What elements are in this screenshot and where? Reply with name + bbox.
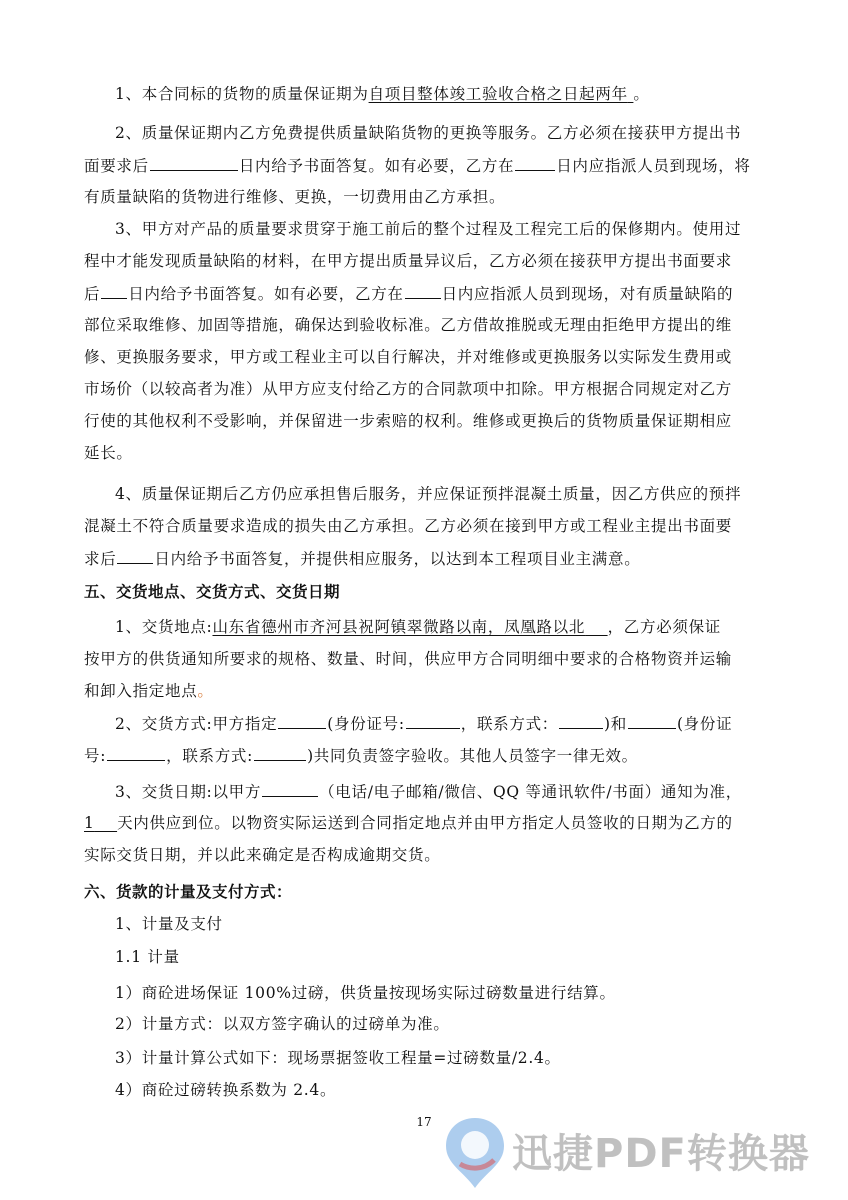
blank-field [628, 713, 676, 729]
measure-item-1: 1、计量及支付 [115, 915, 223, 933]
blank-field [254, 745, 306, 761]
delivery-days: 1 [84, 814, 95, 832]
delivery-method-line1: 2、交货方式:甲方指定 (身份证号: ，联系方式： )和 (身份证 [115, 715, 733, 733]
blank-field [117, 548, 153, 564]
clause-4-line2: 混凝土不符合质量要求造成的损失由乙方承担。乙方必须在接到甲方或工程业主提出书面要 [84, 517, 733, 535]
clause-3-line3: 后 日内给予书面答复。如有必要，乙方在 日内应指派人员到现场，对有质量缺陷的 [84, 285, 734, 303]
pdf-converter-logo-icon [440, 1112, 510, 1192]
clause-1: 1、本合同标的货物的质量保证期为自项目整体竣工验收合格之日起两年 。 [115, 85, 650, 103]
section-5-heading: 五、交货地点、交货方式、交货日期 [84, 583, 341, 601]
delivery-date-line1: 3、交货日期:以甲方 （电话/电子邮箱/微信、QQ 等通讯软件/书面）通知为准， [115, 783, 742, 801]
blank-field [515, 155, 555, 171]
clause-2-line3: 有质量缺陷的货物进行维修、更换，一切费用由乙方承担。 [84, 188, 506, 206]
measure-rule-2: 2）计量方式：以双方签字确认的过磅单为准。 [115, 1015, 450, 1033]
blank-field [278, 713, 326, 729]
delivery-method-line2: 号: ，联系方式: )共同负责签字验收。其他人员签字一律无效。 [84, 747, 638, 765]
warranty-period: 自项目整体竣工验收合格之日起两年 [368, 85, 628, 103]
clause-3-line8: 延长。 [84, 444, 133, 462]
clause-3-line6: 市场价（以较高者为准）从甲方应支付给乙方的合同款项中扣除。甲方根据合同规定对乙方 [84, 380, 733, 398]
blank-field [262, 781, 318, 797]
clause-3-line1: 3、甲方对产品的质量要求贯穿于施工前后的整个过程及工程完工后的保修期内。使用过 [115, 220, 742, 238]
clause-3-line2: 程中才能发现质量缺陷的材料，在甲方提出质量异议后，乙方必须在接获甲方提出书面要求 [84, 252, 733, 270]
blank-field [406, 713, 460, 729]
clause-3-line7: 行使的其他权利不受影响，并保留进一步索赔的权利。维修或更换后的货物质量保证期相应 [84, 412, 733, 430]
blank-field [101, 283, 127, 299]
clause-2-line2: 面要求后 日内给予书面答复。如有必要，乙方在 日内应指派人员到现场，将 [84, 157, 751, 175]
measure-rule-1: 1）商砼进场保证 100%过磅，供货量按现场实际过磅数量进行结算。 [115, 984, 616, 1002]
delivery-place-line1: 1、交货地点:山东省德州市齐河县祝阿镇翠微路以南，凤凰路以北 ，乙方必须保证 [115, 618, 722, 636]
clause-3-line4: 部位采取维修、加固等措施，确保达到验收标准。乙方借故推脱或无理由拒绝甲方提出的维 [84, 316, 733, 334]
clause-2-line1: 2、质量保证期内乙方免费提供质量缺陷货物的更换等服务。乙方必须在接获甲方提出书 [115, 124, 742, 142]
blank-field [107, 745, 165, 761]
blank-field [559, 713, 603, 729]
delivery-date-line2: 1 天内供应到位。以物资实际运送到合同指定地点并由甲方指定人员签收的日期为乙方的 [84, 814, 733, 832]
section-6-heading: 六、货款的计量及支付方式： [84, 883, 293, 901]
clause-4-line1: 4、质量保证期后乙方仍应承担售后服务，并应保证预拌混凝土质量，因乙方供应的预拌 [115, 485, 742, 503]
blank-field [150, 155, 238, 171]
watermark [440, 1112, 840, 1192]
delivery-place-line2: 按甲方的供货通知所要求的规格、数量、时间，供应甲方合同明细中要求的合格物资并运输 [84, 650, 733, 668]
measure-rule-4: 4）商砼过磅转换系数为 2.4。 [115, 1081, 337, 1099]
blank-field [405, 283, 441, 299]
clause-4-line3: 求后 日内给予书面答复，并提供相应服务，以达到本工程项目业主满意。 [84, 550, 641, 568]
delivery-address: 山东省德州市齐河县祝阿镇翠微路以南，凤凰路以北 [212, 618, 586, 636]
measure-item-1-1: 1.1 计量 [115, 948, 180, 966]
delivery-date-line3: 实际交货日期，并以此来确定是否构成逾期交货。 [84, 846, 441, 864]
measure-rule-3: 3）计量计算公式如下：现场票据签收工程量=过磅数量/2.4。 [115, 1049, 561, 1067]
clause-3-line5: 修、更换服务要求，甲方或工程业主可以自行解决，并对维修或更换服务以实际发生费用或 [84, 348, 733, 366]
watermark-text: 迅捷PDF转换器 [512, 1131, 810, 1177]
delivery-place-line3: 和卸入指定地点。 [84, 682, 214, 700]
page-number: 17 [416, 1115, 432, 1129]
